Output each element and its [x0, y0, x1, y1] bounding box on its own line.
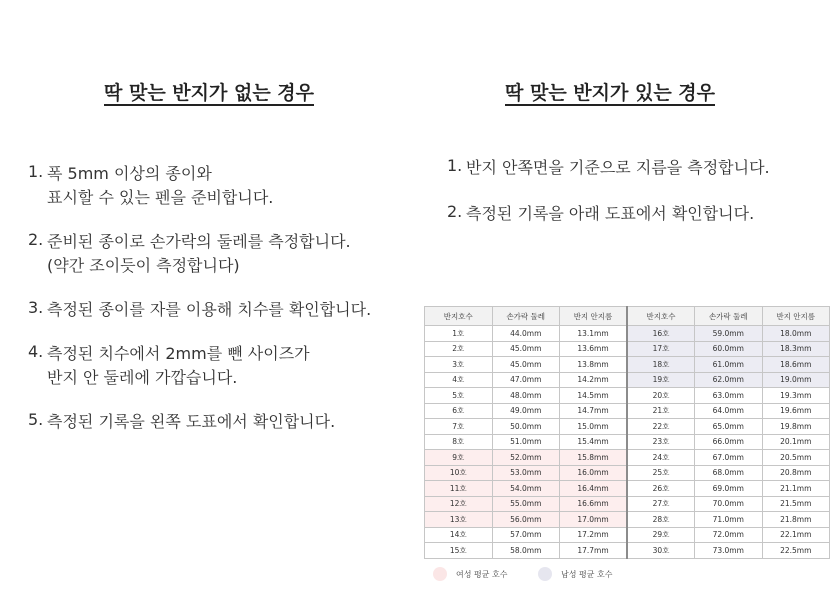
- table-cell: 60.0mm: [695, 341, 763, 357]
- table-row: [425, 543, 830, 559]
- table-cell: 23호: [627, 434, 695, 450]
- table-cell: 57.0mm: [492, 527, 560, 543]
- left-heading: 딱 맞는 반지가 없는 경우: [104, 82, 314, 104]
- table-row: [425, 403, 830, 419]
- table-cell: 30호: [627, 543, 695, 559]
- legend-male: [538, 567, 612, 581]
- table-cell: 16.6mm: [560, 496, 628, 512]
- table-cell: 66.0mm: [695, 434, 763, 450]
- table-cell: 49.0mm: [492, 403, 560, 419]
- table-cell: 3호: [425, 357, 493, 373]
- table-row: [425, 419, 830, 435]
- table-row: [425, 341, 830, 357]
- legend-female-label: 여성 평균 호수: [456, 569, 508, 579]
- table-cell: 22.1mm: [762, 527, 830, 543]
- legend-male-label: 남성 평균 호수: [561, 569, 613, 579]
- table-row: [425, 434, 830, 450]
- step-item: [28, 410, 371, 434]
- step-item: [28, 230, 371, 278]
- table-cell: 15호: [425, 543, 493, 559]
- table-cell: 61.0mm: [695, 357, 763, 373]
- table-cell: 6호: [425, 403, 493, 419]
- right-heading: 딱 맞는 반지가 있는 경우: [505, 82, 715, 104]
- table-cell: 21.8mm: [762, 512, 830, 528]
- table-header-row: [425, 307, 830, 326]
- table-cell: 71.0mm: [695, 512, 763, 528]
- table-cell: 20호: [627, 388, 695, 404]
- table-cell: 12호: [425, 496, 493, 512]
- table-cell: 69.0mm: [695, 481, 763, 497]
- step-number: 1.: [28, 162, 44, 181]
- table-header-cell: 반지 안지름: [560, 307, 628, 326]
- table-cell: 17.7mm: [560, 543, 628, 559]
- table-cell: 15.0mm: [560, 419, 628, 435]
- table-cell: 17호: [627, 341, 695, 357]
- step-number: 2.: [28, 230, 44, 249]
- table-cell: 19.0mm: [762, 372, 830, 388]
- table-cell: 19호: [627, 372, 695, 388]
- table-cell: 19.8mm: [762, 419, 830, 435]
- table-row: [425, 512, 830, 528]
- table-cell: 7호: [425, 419, 493, 435]
- step-number: 3.: [28, 298, 44, 317]
- right-steps-list: [447, 156, 770, 248]
- table-cell: 68.0mm: [695, 465, 763, 481]
- step-item: [447, 202, 770, 226]
- table-cell: 25호: [627, 465, 695, 481]
- step-number: 1.: [447, 156, 463, 175]
- table-cell: 20.1mm: [762, 434, 830, 450]
- table-cell: 51.0mm: [492, 434, 560, 450]
- table-cell: 14.5mm: [560, 388, 628, 404]
- step-text: 표시할 수 있는 펜을 준비합니다.: [47, 188, 274, 207]
- table-header-cell: 손가락 둘레: [695, 307, 763, 326]
- table-cell: 18.3mm: [762, 341, 830, 357]
- table-cell: 70.0mm: [695, 496, 763, 512]
- table-cell: 45.0mm: [492, 357, 560, 373]
- step-number: 4.: [28, 342, 44, 361]
- ring-size-table: [424, 306, 830, 559]
- table-cell: 54.0mm: [492, 481, 560, 497]
- table-cell: 16.0mm: [560, 465, 628, 481]
- table-header-cell: 반지호수: [627, 307, 695, 326]
- table-cell: 28호: [627, 512, 695, 528]
- table-cell: 18호: [627, 357, 695, 373]
- table-cell: 45.0mm: [492, 341, 560, 357]
- table-cell: 15.8mm: [560, 450, 628, 466]
- step-text: 반지 안쪽면을 기준으로 지름을 측정합니다.: [466, 158, 770, 177]
- table-row: [425, 481, 830, 497]
- table-cell: 14호: [425, 527, 493, 543]
- step-text: 측정된 기록을 왼쪽 도표에서 확인합니다.: [47, 412, 336, 431]
- table-cell: 16호: [627, 326, 695, 342]
- step-item: [447, 156, 770, 180]
- table-cell: 18.6mm: [762, 357, 830, 373]
- step-item: [28, 298, 371, 322]
- table-cell: 19.3mm: [762, 388, 830, 404]
- table-cell: 52.0mm: [492, 450, 560, 466]
- table-row: [425, 388, 830, 404]
- table-cell: 65.0mm: [695, 419, 763, 435]
- step-text: 폭 5mm 이상의 종이와: [47, 164, 212, 183]
- table-cell: 55.0mm: [492, 496, 560, 512]
- step-text: 측정된 기록을 아래 도표에서 확인합니다.: [466, 204, 755, 223]
- table-cell: 26호: [627, 481, 695, 497]
- table-cell: 24호: [627, 450, 695, 466]
- table-cell: 14.7mm: [560, 403, 628, 419]
- step-text: 준비된 종이로 손가락의 둘레를 측정합니다.: [47, 232, 351, 251]
- table-cell: 59.0mm: [695, 326, 763, 342]
- table-row: [425, 326, 830, 342]
- step-item: [28, 342, 371, 390]
- table-cell: 15.4mm: [560, 434, 628, 450]
- table-row: [425, 496, 830, 512]
- table-cell: 56.0mm: [492, 512, 560, 528]
- table-cell: 58.0mm: [492, 543, 560, 559]
- table-cell: 21.1mm: [762, 481, 830, 497]
- table-cell: 18.0mm: [762, 326, 830, 342]
- table-row: [425, 527, 830, 543]
- table-cell: 48.0mm: [492, 388, 560, 404]
- table-cell: 53.0mm: [492, 465, 560, 481]
- table-cell: 44.0mm: [492, 326, 560, 342]
- table-cell: 1호: [425, 326, 493, 342]
- female-swatch-icon: [433, 567, 447, 581]
- table-cell: 22.5mm: [762, 543, 830, 559]
- table-cell: 27호: [627, 496, 695, 512]
- table-cell: 4호: [425, 372, 493, 388]
- table-cell: 29호: [627, 527, 695, 543]
- step-number: 2.: [447, 202, 463, 221]
- step-number: 5.: [28, 410, 44, 429]
- table-cell: 13호: [425, 512, 493, 528]
- table-cell: 63.0mm: [695, 388, 763, 404]
- table-cell: 9호: [425, 450, 493, 466]
- table-row: [425, 450, 830, 466]
- table-cell: 64.0mm: [695, 403, 763, 419]
- table-cell: 73.0mm: [695, 543, 763, 559]
- table-cell: 13.8mm: [560, 357, 628, 373]
- step-text: 반지 안 둘레에 가깝습니다.: [47, 368, 238, 387]
- table-cell: 5호: [425, 388, 493, 404]
- table-cell: 17.0mm: [560, 512, 628, 528]
- table-cell: 50.0mm: [492, 419, 560, 435]
- table-cell: 72.0mm: [695, 527, 763, 543]
- table-cell: 20.8mm: [762, 465, 830, 481]
- male-swatch-icon: [538, 567, 552, 581]
- table-row: [425, 357, 830, 373]
- step-text: 측정된 종이를 자를 이용해 치수를 확인합니다.: [47, 300, 372, 319]
- table-cell: 13.1mm: [560, 326, 628, 342]
- table-header-cell: 반지호수: [425, 307, 493, 326]
- table-cell: 14.2mm: [560, 372, 628, 388]
- table-header-cell: 반지 안지름: [762, 307, 830, 326]
- table-cell: 10호: [425, 465, 493, 481]
- table-cell: 67.0mm: [695, 450, 763, 466]
- table-cell: 11호: [425, 481, 493, 497]
- table-cell: 47.0mm: [492, 372, 560, 388]
- table-cell: 22호: [627, 419, 695, 435]
- step-item: [28, 162, 371, 210]
- table-cell: 20.5mm: [762, 450, 830, 466]
- step-text: (약간 조이듯이 측정합니다): [47, 256, 240, 275]
- table-row: [425, 372, 830, 388]
- table-header-cell: 손가락 둘레: [492, 307, 560, 326]
- table-cell: 19.6mm: [762, 403, 830, 419]
- left-steps-list: [28, 162, 371, 454]
- table-cell: 8호: [425, 434, 493, 450]
- table-cell: 62.0mm: [695, 372, 763, 388]
- legend-female: [433, 567, 507, 581]
- table-cell: 21호: [627, 403, 695, 419]
- table-cell: 17.2mm: [560, 527, 628, 543]
- table-cell: 13.6mm: [560, 341, 628, 357]
- table-cell: 2호: [425, 341, 493, 357]
- table-cell: 16.4mm: [560, 481, 628, 497]
- table-cell: 21.5mm: [762, 496, 830, 512]
- step-text: 측정된 치수에서 2mm를 뺀 사이즈가: [47, 344, 310, 363]
- table-row: [425, 465, 830, 481]
